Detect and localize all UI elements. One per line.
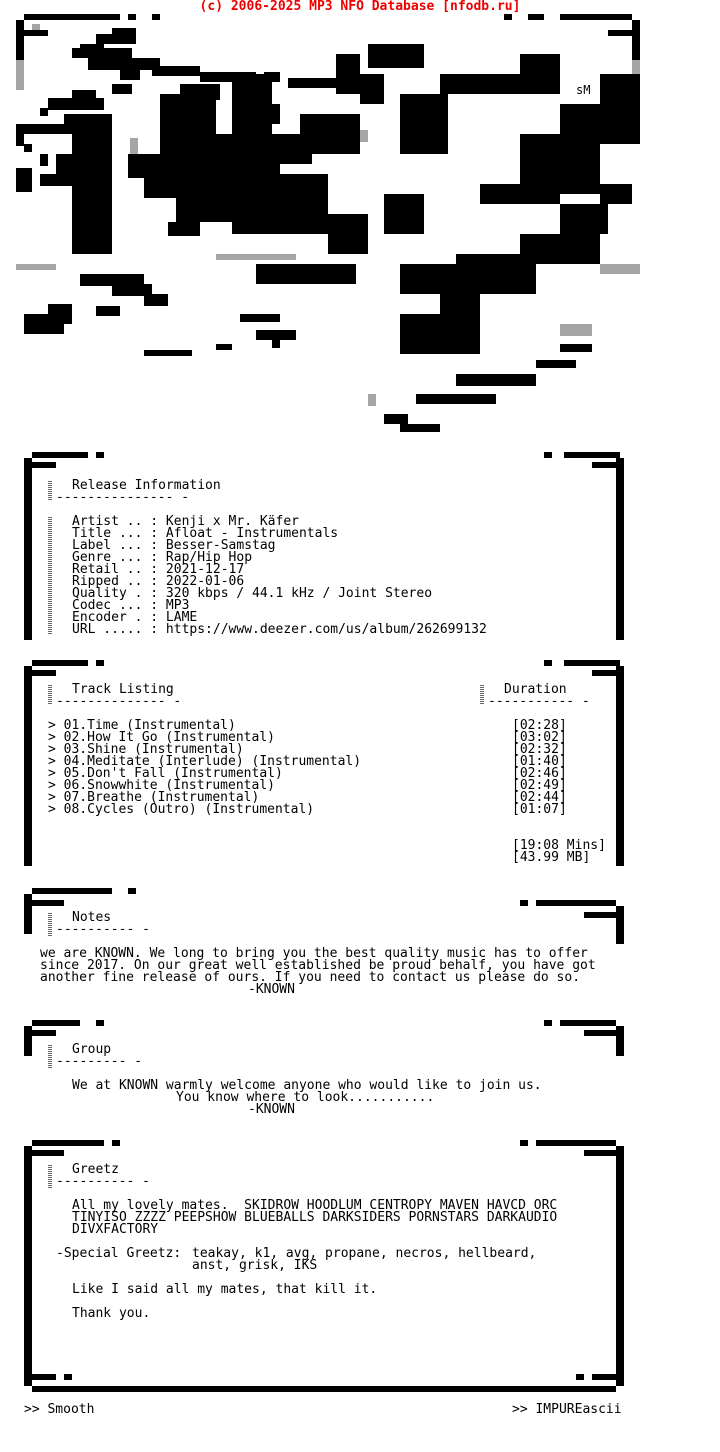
deezer-url[interactable]: https://www.deezer.com/us/album/262699132 [165,622,487,637]
track-row: > 07.Breathe (Instrumental) [02:44] [48,790,567,805]
section-title: Release Information [72,478,221,493]
notes-section: Notes ---------- - we are KNOWN. We long to bring you the best quality music has to offer since 2017. On our great well established be proud behalf, you have got another fine release of ours. If you need to contact us please do so. -KNOWN [24,884,624,996]
copyright-header [0,0,720,13]
field-row: Label ... : Besser-Samstag [72,538,276,553]
ascii-art-logo [0,14,720,444]
field-row: Quality . : 320 kbps / 44.1 kHz / Joint Stereo [72,586,433,601]
track-row: > 05.Don't Fall (Instrumental) [02:46] [48,766,567,781]
field-row: Ripped .. : 2022-01-06 [72,574,245,589]
track-listing-section: Track Listing -------------- - Duration ----------- - > 01.Time (Instrumental) [02:28] > 02.How It Go (Instrumental) [03:02] > 03.Shine (Instrumental) [02:32] > 04.Meditate (Interlude) (Instrumental) [01:40] > 05.Don't Fall (Instrumental) [02:46] > 06.Snowwhite (Instrumental) [02:49] > 07.Breathe (Instrumental) [02:44] > 08.Cycles (Outro) (Instrumental) [01:07] [19:08 Mins] [43.99 MB] [24,656,624,866]
total-size: [43.99 MB] [512,850,591,865]
track-row: > 08.Cycles (Outro) (Instrumental) [01:07] [48,802,567,817]
track-row: > 04.Meditate (Interlude) (Instrumental) [01:40] [48,754,567,769]
notes-line: since 2017. On our great well established be proud behalf, you have got [40,958,596,973]
signature-known: -KNOWN [248,1102,295,1117]
credit-impureascii: >> IMPUREascii [512,1402,622,1417]
section-title: Track Listing [72,682,174,697]
field-row: Retail .. : 2021-12-17 [72,562,245,577]
field-row: Encoder . : LAME [72,610,198,625]
section-title: Group [72,1042,112,1057]
signature-known: -KNOWN [248,982,295,997]
section-title: Notes [72,910,112,925]
notes-line: we are KNOWN. We long to bring you the best quality music has to offer [40,946,588,961]
track-row: > 02.How It Go (Instrumental) [03:02] [48,730,567,745]
group-section: Group --------- - We at KNOWN warmly welcome anyone who would like to join us. You know where to look........... -KNOWN [24,1016,624,1120]
notes-line: another fine release of ours. If you need to contact us please do so. [40,970,581,985]
duration-header: Duration [504,682,567,697]
track-row: > 01.Time (Instrumental) [02:28] [48,718,567,733]
signature: sM [576,83,591,97]
greetz-section: Greetz ---------- - All my lovely mates. SKIDROW HOODLUM CENTROPY MAVEN HAVCD ORC TINYISO ZZZZ PEEPSHOW BLUEBALLS DARKSIDERS PORNSTARS DARKAUDIO DIVXFACTORY -Special Greetz: teakay, k1, avg, propane, necros, hellbeard, anst, grisk, IKS Like I said all my mates, that kill it. Thank you. [24,1136,624,1396]
field-row: Title ... : Afloat - Instrumentals [72,526,339,541]
section-title: Greetz [72,1162,119,1177]
credit-smooth: >> Smooth [24,1402,95,1417]
field-row: Artist .. : Kenji x Mr. Käfer [72,514,299,529]
track-row: > 03.Shine (Instrumental) [02:32] [48,742,567,757]
field-row: Codec ... : MP3 [72,598,190,613]
nfodb-link[interactable]: (c) 2006-2025 MP3 NFO Database [nfodb.ru] [199,0,521,14]
total-time: [19:08 Mins] [512,838,606,853]
field-row: URL ..... : https://www.deezer.com/us/album/262699132 [72,622,487,637]
release-info-section: Release Information --------------- - Artist .. : Kenji x Mr. Käfer Title ... : Afloat - Instrumentals Label ... : Besser-Samstag Genre ... : Rap/Hip Hop Retail .. : 2021-12-17 Ripped .. : 2022-01-06 Quality . : 320 kbps / 44.1 kHz / Joint Stereo Codec ... : MP3 Encoder . : LAME URL ..... : https://www.deezer.com/us/album/262699132 [24,450,624,640]
track-row: > 06.Snowwhite (Instrumental) [02:49] [48,778,567,793]
field-row: Genre ... : Rap/Hip Hop [72,550,253,565]
